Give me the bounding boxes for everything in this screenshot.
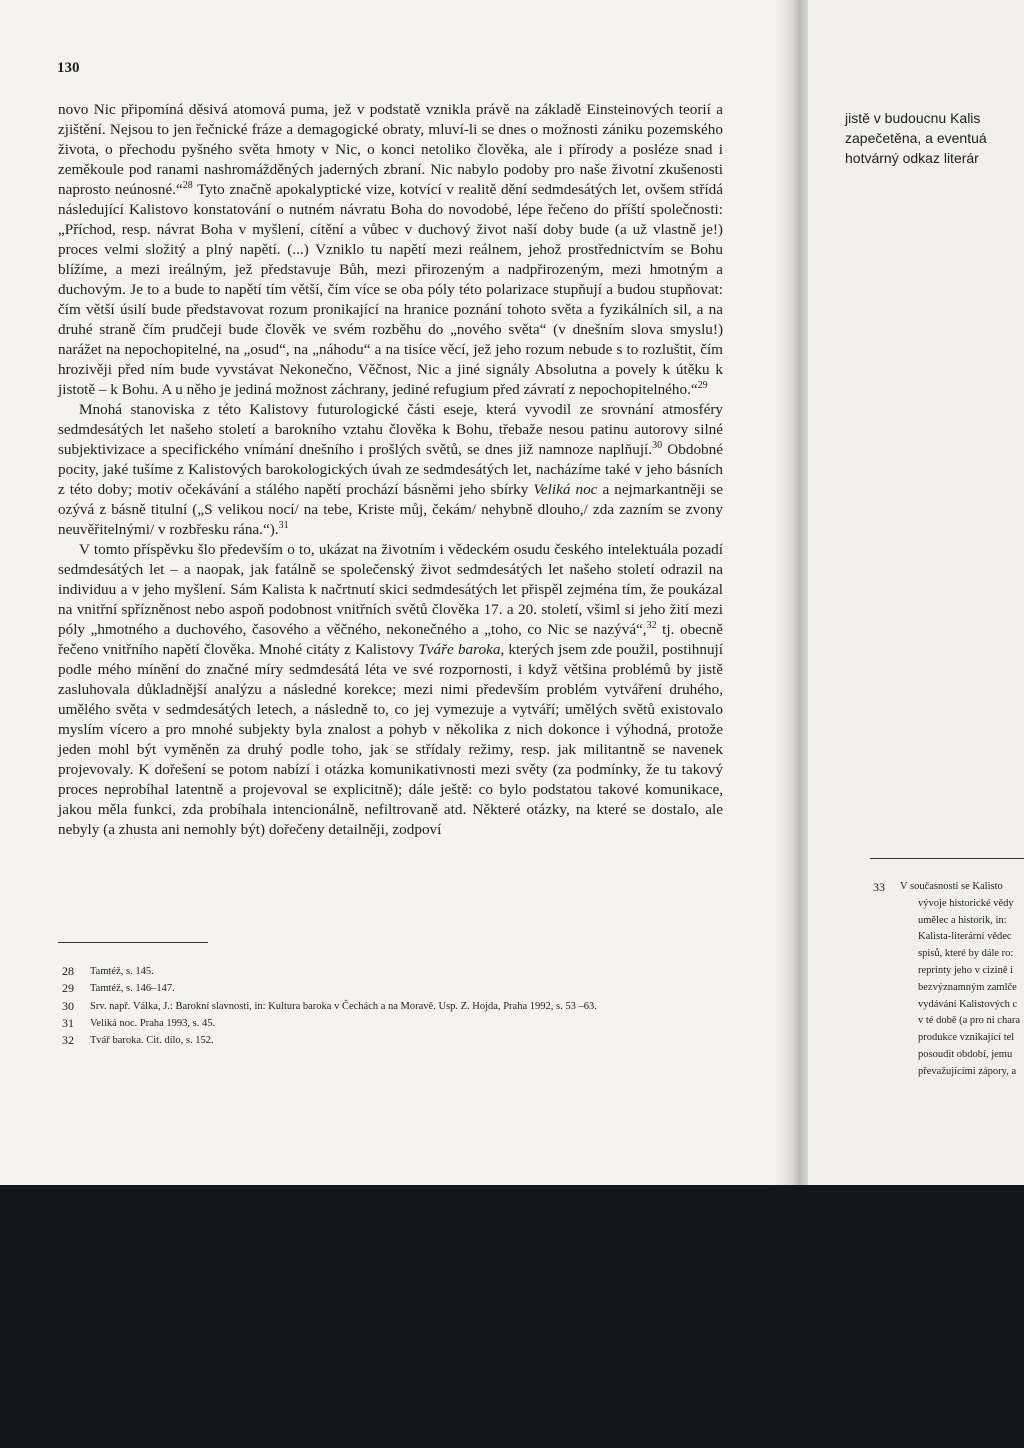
footnote-line: V současnosti se Kalisto xyxy=(900,881,1003,892)
footnote-line: umělec a historik, in: xyxy=(918,914,1007,926)
text-run: a nejmarkantněji se ozývá z básně titulní („S velikou nocí/ na tebe, Kriste můj, čekám/ nehybně dlouho,/ zda zazním se zvony neuvěřitelnými/ v rozbřesku rána.“). xyxy=(58,481,723,538)
footnote-line: bezvýznamným zamlče xyxy=(918,981,1017,993)
text-line: jistě v budoucnu Kalis xyxy=(845,110,981,126)
footnote-separator xyxy=(58,942,208,943)
italic-title: Veliká noc xyxy=(533,481,598,498)
footnote-reference: 30 xyxy=(652,440,663,451)
footnote-number: 29 xyxy=(62,981,74,996)
text-run: tj. obecně řečeno vnitřního napětí člověka. Mnohé citáty z Kalistovy xyxy=(58,621,723,658)
footnote-text: Srv. např. Válka, J.: Barokní slavnosti, in: Kultura baroka v Čechách a na Moravě. Usp. Z. Hojda, Praha 1992, s. 53 –63. xyxy=(90,1000,597,1012)
footnote-text xyxy=(900,879,1020,1081)
text-line: zapečetěna, a eventuá xyxy=(845,130,987,146)
footnote-line: vydávání Kalistových c xyxy=(918,998,1018,1010)
footnote-text: Tamtéž, s. 146–147. xyxy=(90,983,175,995)
footnote xyxy=(62,1015,722,1032)
footnote-line: produkce vznikající tel xyxy=(918,1032,1015,1044)
footnote-number: 31 xyxy=(62,1015,74,1030)
text-run: Tyto značně apokalyptické vize, kotvící v realitě dění sedmdesátých let, ovšem střídá následující Kalistovo konstatování o nutném návratu Boha do novodobé, lépe řečeno do příští společnosti: „Příchod, resp. návrat Boha v myšlení, cítění a vůbec v duchový život naší doby bude (a už vlastně je!) proces velmi složitý a plný napětí. (...) Vzniklo tu napětí mezi reálnem, jehož prostřednictvím se Bohu blížíme, a mezi ireálným, jež představuje Bůh, mezi přirozeným a nadpřirozeným, mezi hmotným a duchovým. Je to a bude to napětí tím větší, čím více se oba póly této polarizace stupňují a budou stupňovat: čím větší úsilí bude představovat rozum pronikající na hranice poznání tohoto světa a fyzikálních sil, a na druhé straně čím prudčeji bude člověk ve svém rozběhu do „nového světa“ (v dnešním slova smyslu!) narážet na nepochopitelné, na „osud“, na „náhodu“ a na tisíce věcí, jež jeho rozum nebude s to rozluštit, čím hrozivěji před ním bude vyvstávat Nekonečno, Věčnost, Nic a jiné signály Absolutna a povely k útěku k jistotě – k Bohu. A u něho je jediná možnost záchrany, jediné refugium před závratí z nepochopitelného.“ xyxy=(58,181,724,398)
paragraph xyxy=(58,400,723,540)
footnote xyxy=(62,998,722,1015)
footnote-number: 33 xyxy=(873,880,885,894)
italic-title: Tváře baroka xyxy=(418,641,501,658)
footnote-line: v té době (a pro ni chara xyxy=(918,1015,1021,1027)
footnote-number: 30 xyxy=(62,998,74,1013)
body-text xyxy=(58,100,723,840)
footnote-number: 28 xyxy=(62,964,74,978)
footnote-line: Kalista-literární vědec xyxy=(918,931,1012,943)
footnote-line: posoudit období, jemu xyxy=(918,1048,1013,1060)
footnote-reference: 29 xyxy=(697,380,708,391)
footnote-number: 32 xyxy=(62,1033,74,1048)
footnote-text: Tamtéž, s. 145. xyxy=(90,966,154,977)
footnote-reference: 28 xyxy=(182,180,193,191)
footnote-line: vývoje historické vědy xyxy=(918,897,1014,909)
footnote xyxy=(62,980,722,997)
paragraph xyxy=(58,100,723,400)
footnote-reference: 32 xyxy=(646,620,657,631)
right-page-text xyxy=(845,108,1024,168)
footnotes xyxy=(62,963,722,1049)
text-run: Mnohá stanoviska z této Kalistovy futurologické části eseje, která vyvodil ze srovnání atmosféry sedmdesátých let našeho století a barokního vztahu člověka k Bohu, třebaže nesou patinu autorovy silné subjektivizace a specifického vnímání dnešního i prošlých světů, se dnes již namnoze naplňují. xyxy=(58,401,723,458)
footnote-text: Veliká noc. Praha 1993, s. 45. xyxy=(90,1017,216,1029)
footnote-line: spisů, které by dále ro: xyxy=(918,948,1014,960)
text-run: Obdobné pocity, jaké tušíme z Kalistových barokologických úvah ze sedmdesátých let, nacházíme také v jeho básních z této doby; motiv očekávání a stálého napětí prochází básněmi jeho sbírky xyxy=(58,441,723,498)
footnote-text: Tvář baroka. Cit. dílo, s. 152. xyxy=(90,1035,214,1047)
footnote-line: reprinty jeho v cizině i xyxy=(918,964,1014,976)
footnote xyxy=(62,1032,722,1049)
right-footnote-separator xyxy=(870,858,1024,859)
scan-background xyxy=(0,1185,1024,1448)
paragraph xyxy=(58,540,723,840)
text-run: V tomto příspěvku šlo především o to, ukázat na životním i vědeckém osudu českého intelektuála pozadí sedmdesátých let – a naopak, jak fatálně se společenský život sedmdesátých let našeho století odrazil na individuu a v jeho myšlení. Sám Kalista k načrtnutí skici sedmdesátých let přispěl zejména tím, že poukázal na vnitřní spřízněnost nebo aspoň podobnost vnitřních světů člověka 17. a 20. století, všiml si jeho žití mezi póly „hmotného a duchového, časového a věčného, nekonečného a „toho, co Nic se nazývá“, xyxy=(58,541,723,638)
text-line: hotvárný odkaz literár xyxy=(845,150,979,166)
footnote xyxy=(62,963,722,980)
footnote-reference: 31 xyxy=(278,520,289,531)
text-run: novo Nic připomíná děsivá atomová puma, jež v podstatě vznikla právě na základě Einsteinových teorií a zjištění. Nejsou to jen řečnické fráze a demagogické obraty, mluví-li se dnes o možnosti zániku pozemského života, o přechodu pyšného světa hmoty v Nic, o konci netoliko člověka, ale i přírody a posléze snad i zeměkoule pod ranami nashromážděných jaderných zbraní. Nic nabylo podoby pro naše životní zkušenosti naprosto neúnosné.“ xyxy=(58,101,723,198)
text-run: , kterých jsem zde použil, postihnují podle mého mínění do značné míry sedmdesátá léta ve své rozpornosti, i když většina problémů by jistě zasluhovala důkladnější analýzu a následné korekce; mezi nimi především problém vytváření druhého, umělého světa v sedmdesátých letech, a následně to, co jej vymezuje a vytváří; umělých světů existovalo myslím vícero a pro mnohé subjekty byla znalost a pohyb v několika z nich dokonce i výhodná, protože jeden mohl být vyměněn za druhý podle toho, jak se střídaly režimy, resp. jak militantně se navenek projevovaly. K dořešení se potom nabízí i otázka komunikativnosti mezi světy (za podmínky, že tu takový proces neprobíhal latentně a projevoval se explicitně); dále ještě: co bylo podstatou takové komunikace, jakou měla funkci, zda probíhala intencionálně, nefiltrovaně atd. Některé otázky, na které se dostalo, ale nebyly (a zhusta ani nemohly být) dořečeny detailněji, zodpoví xyxy=(58,641,723,838)
page-number: 130 xyxy=(57,60,80,76)
footnote-line: převažujícími zápory, a xyxy=(918,1065,1017,1077)
